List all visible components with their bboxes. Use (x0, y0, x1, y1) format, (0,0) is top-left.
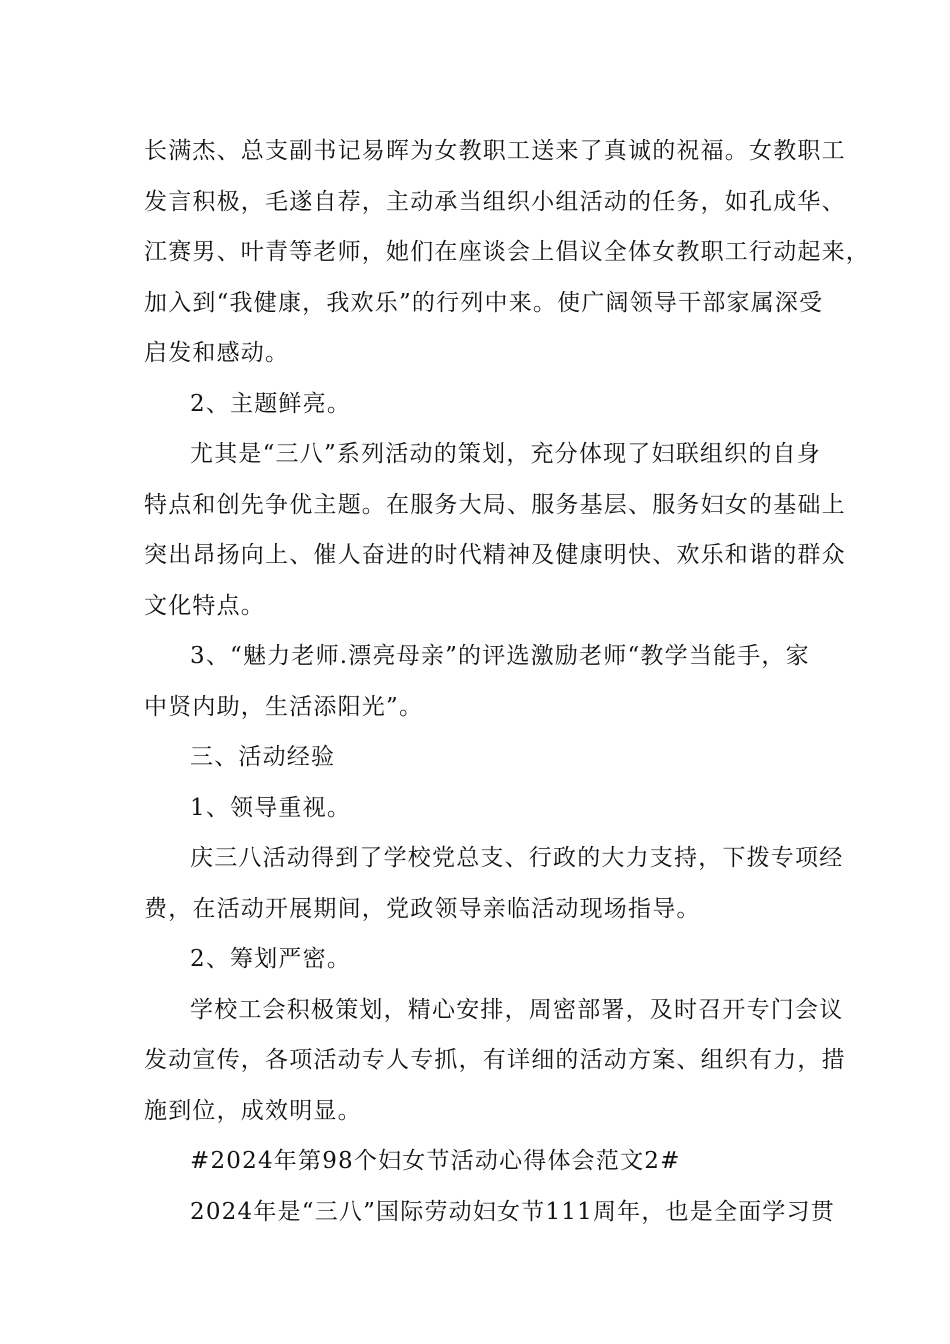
text-line: 3、“魅力老师.漂亮母亲”的评选激励老师“教学当能手，家 (190, 643, 810, 669)
document-page (144, 126, 870, 1237)
text-line: 尤其是“三八”系列活动的策划，充分体现了妇联组织的自身 (190, 441, 821, 467)
text-line: 费，在活动开展期间，党政领导亲临活动现场指导。 (144, 895, 701, 922)
text-line: #2024年第98个妇女节活动心得体会范文2# (190, 1148, 681, 1174)
text-line: 三、活动经验 (190, 744, 336, 770)
text-line: 施到位，成效明显。 (144, 1097, 362, 1124)
text-line: 2、筹划严密。 (190, 946, 352, 972)
body-paragraph (144, 985, 846, 1137)
text-line: 江赛男、叶青等老师，她们在座谈会上倡议全体女教职工行动起来， (144, 239, 870, 265)
body-paragraph (144, 833, 844, 934)
text-line: 加入到“我健康，我欢乐”的行列中来。使广阔领导干部家属深受 (144, 289, 824, 316)
text-line: 特点和创先争优主题。在服务大局、服务基层、服务妇女的基础上 (144, 491, 846, 518)
text-line: 2、主题鲜亮。 (190, 390, 352, 417)
subheading-theme (144, 379, 824, 430)
body-paragraph (144, 429, 846, 631)
text-line: 文化特点。 (144, 592, 265, 619)
subheading-leadership (144, 783, 824, 834)
text-line: 学校工会积极策划，精心安排，周密部署，及时召开专门会议 (190, 996, 844, 1023)
text-line: 2024年是“三八”国际劳动妇女节111周年，也是全面学习贯 (190, 1198, 835, 1225)
text-line: 发言积极，毛遂自荐，主动承当组织小组活动的任务，如孔成华、 (144, 188, 846, 215)
body-paragraph (144, 126, 870, 379)
text-line: 发动宣传，各项活动专人专抓，有详细的活动方案、组织有力，措 (144, 1047, 846, 1073)
body-paragraph (144, 1187, 835, 1238)
section-heading-experience (144, 732, 824, 783)
essay-title (144, 1136, 824, 1187)
subheading-planning (144, 934, 824, 985)
text-line: 1、领导重视。 (190, 794, 352, 821)
text-line: 启发和感动。 (144, 340, 290, 366)
text-line: 庆三八活动得到了学校党总支、行政的大力支持，下拨专项经 (190, 845, 844, 871)
body-paragraph (144, 631, 824, 732)
text-line: 中贤内助，生活添阳光”。 (144, 693, 424, 720)
text-line: 突出昂扬向上、催人奋进的时代精神及健康明快、欢乐和谐的群众 (144, 542, 846, 568)
text-line: 长满杰、总支副书记易晖为女教职工送来了真诚的祝福。女教职工 (144, 138, 846, 164)
